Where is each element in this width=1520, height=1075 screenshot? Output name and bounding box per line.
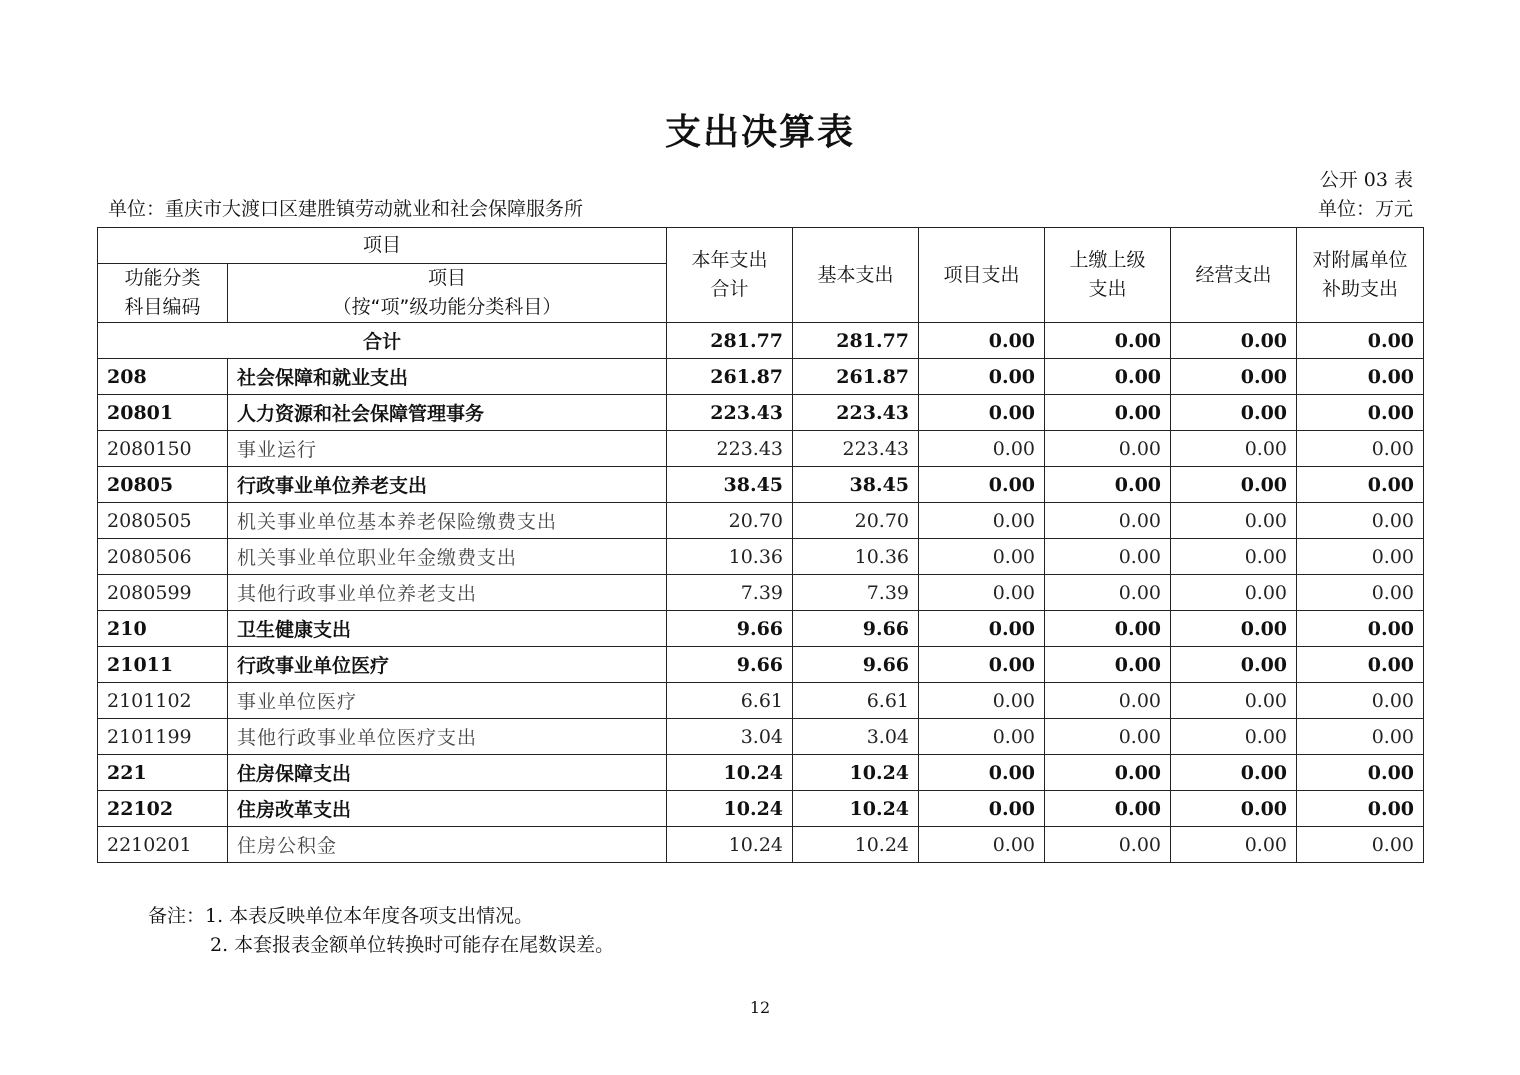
row-value: 0.00 [1297, 719, 1424, 755]
row-name: 其他行政事业单位养老支出 [228, 575, 667, 611]
row-name: 社会保障和就业支出 [228, 359, 667, 395]
row-value: 0.00 [1297, 827, 1424, 863]
table-row [98, 791, 1424, 827]
row-value: 0.00 [1171, 719, 1297, 755]
row-value: 0.00 [1297, 431, 1424, 467]
row-value: 0.00 [919, 647, 1045, 683]
row-code: 2080505 [98, 503, 228, 539]
table-row [98, 755, 1424, 791]
row-value: 10.24 [793, 791, 919, 827]
row-value: 0.00 [1045, 827, 1171, 863]
row-name: 住房保障支出 [228, 755, 667, 791]
row-value: 0.00 [919, 431, 1045, 467]
row-value: 0.00 [919, 755, 1045, 791]
row-value: 6.61 [667, 683, 793, 719]
header-project: 项目 [98, 228, 667, 264]
row-value: 0.00 [1297, 467, 1424, 503]
row-value: 0.00 [1045, 575, 1171, 611]
row-value: 0.00 [1171, 611, 1297, 647]
row-value: 10.36 [667, 539, 793, 575]
row-value: 0.00 [1297, 755, 1424, 791]
header-basic: 基本支出 [793, 228, 919, 323]
row-value: 261.87 [793, 359, 919, 395]
row-code: 221 [98, 755, 228, 791]
row-code: 20805 [98, 467, 228, 503]
expenditure-table [97, 227, 1424, 863]
table-row [98, 575, 1424, 611]
row-value: 0.00 [919, 719, 1045, 755]
row-value: 0.00 [1171, 575, 1297, 611]
row-name: 住房改革支出 [228, 791, 667, 827]
total-cell: 281.77 [793, 323, 919, 359]
row-value: 223.43 [793, 431, 919, 467]
row-value: 9.66 [793, 611, 919, 647]
row-value: 223.43 [667, 395, 793, 431]
row-value: 0.00 [919, 791, 1045, 827]
total-cell: 0.00 [1297, 323, 1424, 359]
total-row [98, 323, 1424, 359]
row-value: 3.04 [793, 719, 919, 755]
row-value: 0.00 [1045, 395, 1171, 431]
row-value: 6.61 [793, 683, 919, 719]
row-value: 0.00 [919, 467, 1045, 503]
notes [148, 902, 614, 960]
total-cell: 0.00 [919, 323, 1045, 359]
row-value: 9.66 [667, 647, 793, 683]
row-value: 0.00 [1045, 611, 1171, 647]
row-value: 0.00 [919, 503, 1045, 539]
table-row [98, 503, 1424, 539]
row-value: 10.24 [793, 827, 919, 863]
row-value: 0.00 [1045, 683, 1171, 719]
form-number: 公开 03 表 [1319, 169, 1413, 191]
row-name: 卫生健康支出 [228, 611, 667, 647]
table-row [98, 683, 1424, 719]
table-row [98, 827, 1424, 863]
row-value: 0.00 [1297, 791, 1424, 827]
row-name: 住房公积金 [228, 827, 667, 863]
row-value: 0.00 [1297, 395, 1424, 431]
row-value: 0.00 [1171, 755, 1297, 791]
row-value: 0.00 [1045, 467, 1171, 503]
row-value: 0.00 [919, 359, 1045, 395]
row-value: 0.00 [1297, 575, 1424, 611]
table-row [98, 431, 1424, 467]
row-name: 人力资源和社会保障管理事务 [228, 395, 667, 431]
page-number: 12 [749, 998, 771, 1017]
header-upper-remit: 上缴上级 支出 [1045, 228, 1171, 323]
note-line-2: 2. 本套报表金额单位转换时可能存在尾数误差。 [210, 934, 615, 956]
header-item: 项目 （按“项”级功能分类科目） [228, 264, 667, 323]
table-row [98, 395, 1424, 431]
row-value: 38.45 [667, 467, 793, 503]
row-value: 0.00 [1045, 791, 1171, 827]
row-value: 0.00 [1045, 719, 1171, 755]
row-value: 0.00 [919, 683, 1045, 719]
header-subsidy: 对附属单位 补助支出 [1297, 228, 1424, 323]
total-cell: 0.00 [1171, 323, 1297, 359]
row-value: 10.24 [667, 791, 793, 827]
row-value: 0.00 [919, 575, 1045, 611]
row-value: 223.43 [667, 431, 793, 467]
header-func-code: 功能分类 科目编码 [98, 264, 228, 323]
row-value: 3.04 [667, 719, 793, 755]
row-value: 0.00 [1171, 539, 1297, 575]
currency-unit: 单位：万元 [1317, 198, 1413, 220]
row-value: 0.00 [1171, 827, 1297, 863]
header-business: 经营支出 [1171, 228, 1297, 323]
row-value: 223.43 [793, 395, 919, 431]
row-value: 0.00 [1045, 647, 1171, 683]
row-value: 0.00 [1045, 431, 1171, 467]
page-title: 支出决算表 [664, 112, 855, 153]
row-value: 7.39 [793, 575, 919, 611]
row-name: 事业运行 [228, 431, 667, 467]
row-code: 22102 [98, 791, 228, 827]
row-value: 0.00 [1171, 359, 1297, 395]
row-name: 行政事业单位养老支出 [228, 467, 667, 503]
header-project-expense: 项目支出 [919, 228, 1045, 323]
row-value: 0.00 [1297, 611, 1424, 647]
row-value: 0.00 [1045, 503, 1171, 539]
table-row [98, 539, 1424, 575]
row-value: 0.00 [1045, 359, 1171, 395]
row-value: 0.00 [1297, 683, 1424, 719]
row-value: 20.70 [793, 503, 919, 539]
row-value: 9.66 [793, 647, 919, 683]
row-value: 0.00 [919, 611, 1045, 647]
row-value: 10.24 [667, 755, 793, 791]
row-value: 38.45 [793, 467, 919, 503]
row-value: 9.66 [667, 611, 793, 647]
header-total: 本年支出 合计 [667, 228, 793, 323]
note-line-1: 备注：1. 本表反映单位本年度各项支出情况。 [148, 905, 534, 927]
row-value: 0.00 [1171, 395, 1297, 431]
row-value: 0.00 [1045, 539, 1171, 575]
total-cell: 281.77 [667, 323, 793, 359]
reporting-unit: 单位：重庆市大渡口区建胜镇劳动就业和社会保障服务所 [108, 198, 584, 220]
row-value: 0.00 [1171, 467, 1297, 503]
row-name: 机关事业单位职业年金缴费支出 [228, 539, 667, 575]
row-value: 0.00 [919, 395, 1045, 431]
row-name: 机关事业单位基本养老保险缴费支出 [228, 503, 667, 539]
row-value: 0.00 [1171, 431, 1297, 467]
table-row [98, 359, 1424, 395]
row-value: 0.00 [1171, 503, 1297, 539]
row-code: 21011 [98, 647, 228, 683]
row-code: 2080150 [98, 431, 228, 467]
total-label: 合计 [98, 323, 667, 359]
table-row [98, 611, 1424, 647]
row-value: 0.00 [1297, 647, 1424, 683]
table-row [98, 467, 1424, 503]
row-value: 10.36 [793, 539, 919, 575]
row-value: 7.39 [667, 575, 793, 611]
row-value: 0.00 [919, 827, 1045, 863]
row-value: 0.00 [1297, 359, 1424, 395]
row-code: 2101102 [98, 683, 228, 719]
table-row [98, 719, 1424, 755]
total-cell: 0.00 [1045, 323, 1171, 359]
row-value: 0.00 [1045, 755, 1171, 791]
row-value: 0.00 [1297, 503, 1424, 539]
row-code: 2101199 [98, 719, 228, 755]
row-value: 0.00 [919, 539, 1045, 575]
row-value: 261.87 [667, 359, 793, 395]
row-value: 0.00 [1171, 647, 1297, 683]
row-value: 20.70 [667, 503, 793, 539]
row-name: 其他行政事业单位医疗支出 [228, 719, 667, 755]
row-code: 2080506 [98, 539, 228, 575]
row-name: 行政事业单位医疗 [228, 647, 667, 683]
row-code: 2210201 [98, 827, 228, 863]
table-row [98, 647, 1424, 683]
row-value: 10.24 [793, 755, 919, 791]
row-value: 0.00 [1171, 791, 1297, 827]
row-code: 2080599 [98, 575, 228, 611]
row-code: 208 [98, 359, 228, 395]
row-code: 210 [98, 611, 228, 647]
row-value: 0.00 [1171, 683, 1297, 719]
row-code: 20801 [98, 395, 228, 431]
row-name: 事业单位医疗 [228, 683, 667, 719]
row-value: 0.00 [1297, 539, 1424, 575]
row-value: 10.24 [667, 827, 793, 863]
